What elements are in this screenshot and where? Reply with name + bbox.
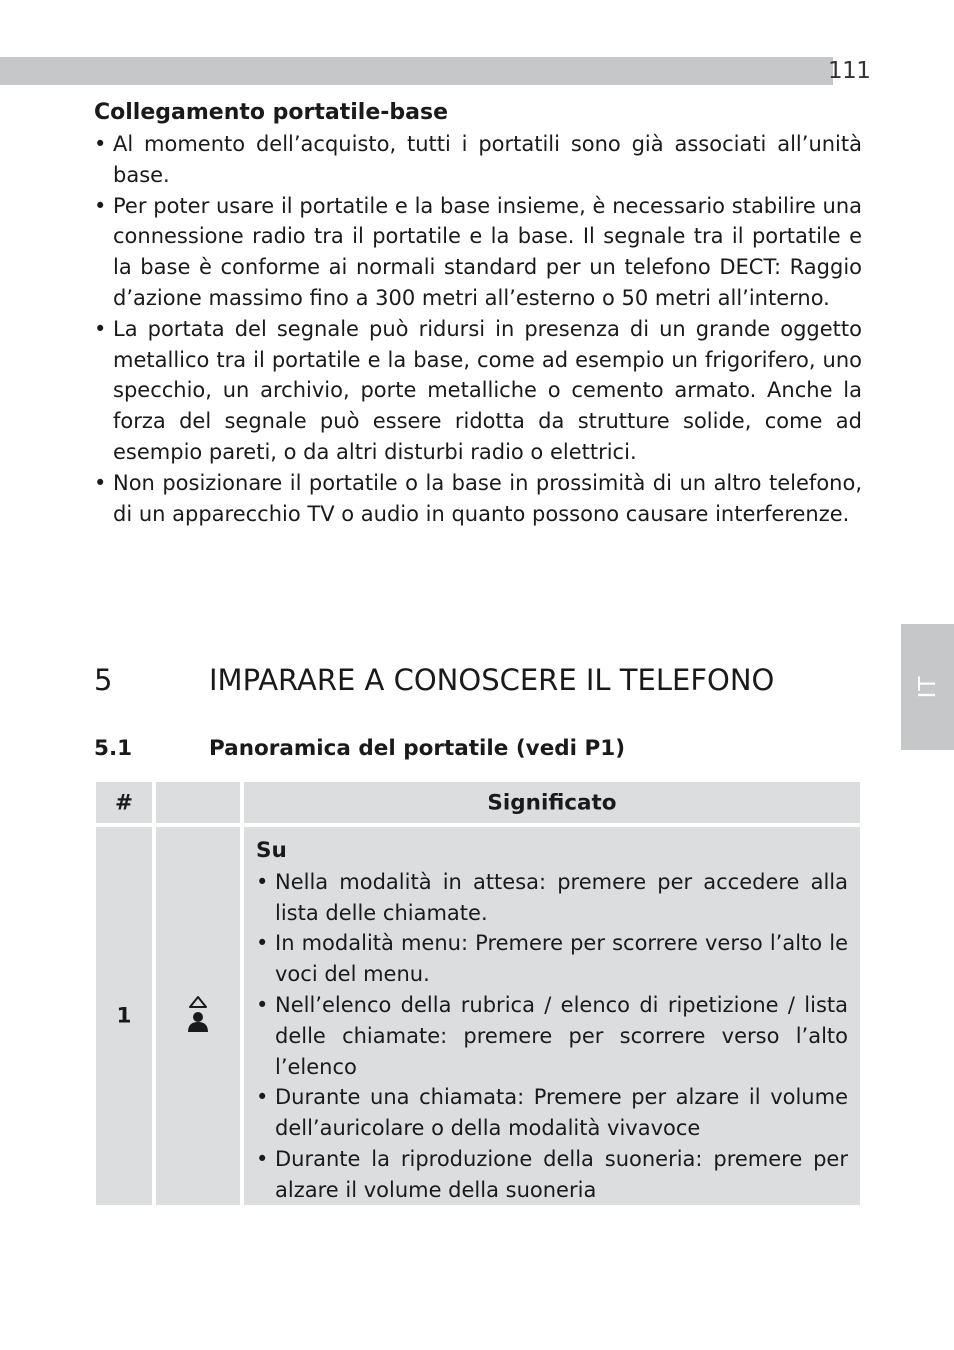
chapter-number: 5: [94, 663, 113, 697]
table-header-icon: [156, 782, 240, 823]
section-title: Collegamento portatile-base: [94, 100, 448, 125]
section-bullet-list: [94, 129, 862, 529]
key-name: Su: [256, 838, 287, 863]
subsection-number: 5.1: [94, 736, 133, 761]
table-header-num: #: [96, 782, 152, 823]
chapter-title: IMPARARE A CONOSCERE IL TELEFONO: [209, 663, 775, 697]
bullet-item: • Per poter usare il portatile e la base insieme, è necessario stabilire una connessione radio tra il portatile e la base. Il segnale tra il portatile e la base è conforme ai normali standard per un telefono DECT: Raggio d’azione massimo fino a 300 metri all’esterno o 50 metri all’interno.: [94, 191, 862, 314]
bullet-item: • La portata del segnale può ridursi in presenza di un grande oggetto metallico tra il portatile e la base, come ad esempio un frigorifero, uno specchio, un archivio, porte metalliche o cemento armato. Anche la forza del segnale può essere ridotta da strutture solide, come ad esempio pareti, o da altri disturbi radio o elettrici.: [94, 314, 862, 468]
up-contact-icon: [187, 995, 209, 1037]
page-number: 111: [828, 58, 871, 84]
key-function-list: [256, 867, 848, 1206]
key-function-item: • Nell’elenco della rubrica / elenco di ripetizione / lista delle chiamate: premere per scorrere verso l’alto l’elenco: [256, 990, 848, 1082]
table-header-meaning: Significato: [244, 782, 860, 823]
table-row-description-cell: [244, 827, 860, 1205]
subsection-title: Panoramica del portatile (vedi P1): [209, 736, 626, 761]
table-row-icon-cell: [156, 827, 240, 1205]
header-bar: [0, 57, 833, 85]
table-row-number-cell: [96, 827, 152, 1205]
language-tab-label: IT: [914, 675, 941, 699]
key-function-item: • Durante la riproduzione della suoneria: premere per alzare il volume della suoneria: [256, 1144, 848, 1206]
bullet-item: • Al momento dell’acquisto, tutti i portatili sono già associati all’unità base.: [94, 129, 862, 191]
key-function-item: • Durante una chiamata: Premere per alzare il volume dell’auricolare o della modalità vivavoce: [256, 1082, 848, 1144]
bullet-item: • Non posizionare il portatile o la base in prossimità di un altro telefono, di un apparecchio TV o audio in quanto possono causare interferenze.: [94, 468, 862, 530]
row-number: 1: [116, 1003, 132, 1029]
key-function-item: • In modalità menu: Premere per scorrere verso l’alto le voci del menu.: [256, 928, 848, 990]
key-function-item: • Nella modalità in attesa: premere per accedere alla lista delle chiamate.: [256, 867, 848, 929]
language-tab: [901, 624, 954, 750]
